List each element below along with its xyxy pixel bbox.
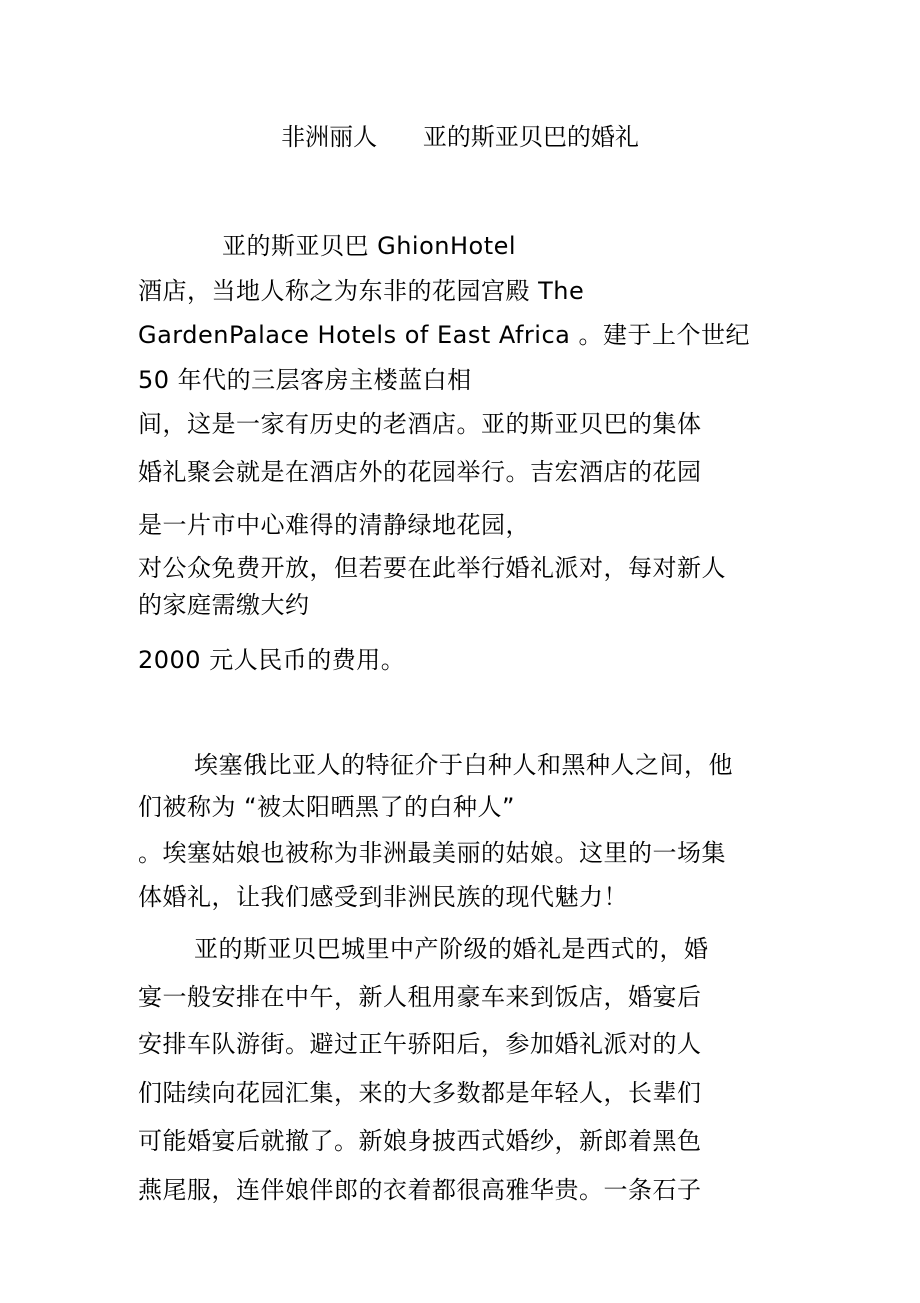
paragraph-1-line-8: 对公众免费开放，但若要在此举行婚礼派对，每对新人 — [138, 554, 726, 582]
paragraph-3-line-1: 亚的斯亚贝巴城里中产阶级的婚礼是西式的，婚 — [194, 935, 709, 963]
paragraph-3-line-4: 们陆续向花园汇集，来的大多数都是年轻人，长辈们 — [138, 1079, 702, 1107]
paragraph-3-line-5: 可能婚宴后就撤了。新娘身披西式婚纱，新郎着黑色 — [138, 1127, 702, 1155]
paragraph-3-line-6: 燕尾服，连伴娘伴郎的衣着都很高雅华贵。一条石子 — [138, 1176, 702, 1204]
paragraph-3-line-3: 安排车队游街。避过正午骄阳后，参加婚礼派对的人 — [138, 1030, 702, 1058]
paragraph-1-line-6: 婚礼聚会就是在酒店外的花园举行。吉宏酒店的花园 — [138, 458, 702, 486]
paragraph-1-line-2: 酒店，当地人称之为东非的花园宫殿 The — [138, 277, 585, 305]
paragraph-1-line-1: 亚的斯亚贝巴 GhionHotel — [222, 232, 517, 260]
paragraph-1-line-10: 2000 元人民币的费用。 — [138, 646, 406, 674]
paragraph-1-line-4: 50 年代的三层客房主楼蓝白相 — [138, 366, 472, 394]
paragraph-2-line-1: 埃塞俄比亚人的特征介于白种人和黑种人之间，他 — [194, 751, 733, 779]
paragraph-1-line-3: GardenPalace Hotels of East Africa 。建于上个世纪 — [138, 321, 750, 349]
page-title: 非洲丽人 亚的斯亚贝巴的婚礼 — [281, 123, 639, 151]
paragraph-1-line-5: 间，这是一家有历史的老酒店。亚的斯亚贝巴的集体 — [138, 410, 702, 438]
paragraph-2-line-3: 。埃塞姑娘也被称为非洲最美丽的姑娘。这里的一场集 — [138, 839, 726, 867]
paragraph-1-line-7: 是一片市中心难得的清静绿地花园， — [138, 511, 530, 539]
paragraph-2-line-4: 体婚礼，让我们感受到非洲民族的现代魅力！ — [138, 883, 628, 911]
paragraph-3-line-2: 宴一般安排在中午，新人租用豪车来到饭店，婚宴后 — [138, 983, 702, 1011]
paragraph-2-line-2: 们被称为 “被太阳晒黑了的白种人” — [138, 793, 515, 821]
paragraph-1-line-9: 的家庭需缴大约 — [138, 591, 310, 619]
